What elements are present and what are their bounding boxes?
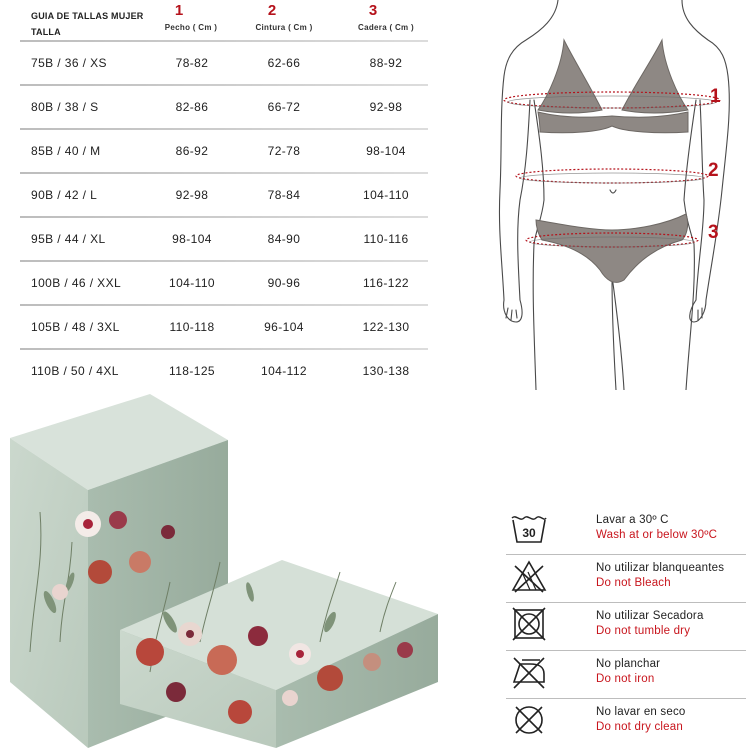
- no-iron-icon: [510, 654, 548, 690]
- row-divider: [20, 172, 428, 174]
- row-divider: [20, 348, 428, 350]
- waist-cell: 78-84: [267, 188, 301, 202]
- care-text-es: No utilizar blanqueantes: [596, 562, 725, 574]
- bust-column-header: Pecho ( Cm ): [164, 23, 218, 32]
- table-row: [20, 128, 432, 172]
- row-divider: [20, 84, 428, 86]
- waist-cell: 96-104: [264, 320, 304, 334]
- table-row: [20, 216, 432, 260]
- care-text-es: No lavar en seco: [596, 706, 686, 718]
- no-dry-clean-icon: [510, 702, 548, 738]
- size-cell: 105B / 48 / 3XL: [31, 320, 120, 334]
- hip-cell: 98-104: [366, 144, 406, 158]
- hip-measure-label: 3: [708, 222, 719, 243]
- row-divider: [20, 128, 428, 130]
- care-divider: [506, 602, 746, 603]
- table-row: [20, 84, 432, 128]
- hip-cell: 116-122: [363, 276, 409, 290]
- hip-cell: 122-130: [362, 320, 410, 334]
- waist-cell: 90-96: [267, 276, 301, 290]
- care-text-en: Do not iron: [596, 673, 655, 685]
- table-row: [20, 172, 432, 216]
- wash-30-icon: [510, 510, 548, 546]
- measurement-body-figure: [490, 0, 750, 390]
- no-tumble-dry-icon: [510, 606, 548, 642]
- floral-gift-box-illustration: [0, 392, 440, 750]
- bust-column-number: 1: [174, 2, 184, 19]
- care-text-en: Do not dry clean: [596, 721, 683, 733]
- row-divider: [20, 216, 428, 218]
- hip-cell: 110-116: [363, 232, 409, 246]
- size-cell: 80B / 38 / S: [31, 100, 99, 114]
- size-guide-table: [0, 0, 432, 400]
- hip-cell: 104-110: [363, 188, 409, 202]
- care-divider: [506, 698, 746, 699]
- hip-cell: 130-138: [362, 364, 410, 378]
- table-row: [20, 348, 432, 392]
- care-text-en: Do not tumble dry: [596, 625, 691, 637]
- row-divider: [20, 40, 428, 42]
- size-cell: 75B / 36 / XS: [31, 56, 107, 70]
- waist-column-number: 2: [267, 2, 277, 19]
- care-item-iron: [506, 650, 750, 694]
- care-text-es: No utilizar Secadora: [596, 610, 704, 622]
- care-text-es: No planchar: [596, 658, 661, 670]
- bust-cell: 110-118: [169, 320, 215, 334]
- hip-column-header: Cadera ( Cm ): [358, 23, 414, 32]
- gift-box-image: [0, 392, 440, 750]
- size-cell: 95B / 44 / XL: [31, 232, 106, 246]
- bust-cell: 92-98: [175, 188, 209, 202]
- care-item-wash: [506, 506, 750, 550]
- waist-cell: 104-112: [261, 364, 307, 378]
- waist-measure-label: 2: [708, 160, 719, 181]
- row-divider: [20, 260, 428, 262]
- bust-cell: 78-82: [175, 56, 209, 70]
- row-divider: [20, 304, 428, 306]
- wash-temperature-label: 30: [522, 526, 536, 540]
- size-cell: 85B / 40 / M: [31, 144, 101, 158]
- waist-column-header: Cintura ( Cm ): [255, 23, 313, 32]
- size-guide-title: [31, 8, 144, 40]
- body-outline-illustration: [490, 0, 750, 390]
- size-guide-title-line1: GUIA DE TALLAS MUJER: [31, 11, 144, 21]
- table-row: [20, 304, 432, 348]
- care-divider: [506, 554, 746, 555]
- waist-cell: 62-66: [267, 56, 301, 70]
- care-text-en: Wash at or below 30ºC: [596, 529, 718, 541]
- table-row: [20, 260, 432, 304]
- size-cell: 90B / 42 / L: [31, 188, 98, 202]
- bust-cell: 82-86: [175, 100, 209, 114]
- care-item-dry-clean: [506, 698, 750, 742]
- size-cell: 100B / 46 / XXL: [31, 276, 122, 290]
- care-instructions: [506, 506, 750, 750]
- waist-cell: 72-78: [267, 144, 301, 158]
- hip-cell: 92-98: [369, 100, 403, 114]
- care-item-bleach: [506, 554, 750, 598]
- bust-cell: 98-104: [172, 232, 212, 246]
- hip-cell: 88-92: [369, 56, 403, 70]
- waist-cell: 84-90: [267, 232, 301, 246]
- bust-cell: 86-92: [175, 144, 209, 158]
- bust-cell: 104-110: [169, 276, 215, 290]
- size-cell: 110B / 50 / 4XL: [31, 364, 119, 378]
- care-item-tumble-dry: [506, 602, 750, 646]
- bust-measure-label: 1: [710, 86, 721, 107]
- care-text-es: Lavar a 30º C: [596, 514, 669, 526]
- bust-cell: 118-125: [169, 364, 215, 378]
- size-column-header: TALLA: [31, 27, 61, 37]
- care-divider: [506, 650, 746, 651]
- table-row: [20, 40, 432, 84]
- hip-column-number: 3: [368, 2, 378, 19]
- care-text-en: Do not Bleach: [596, 577, 671, 589]
- no-bleach-icon: [510, 558, 548, 594]
- waist-cell: 66-72: [267, 100, 301, 114]
